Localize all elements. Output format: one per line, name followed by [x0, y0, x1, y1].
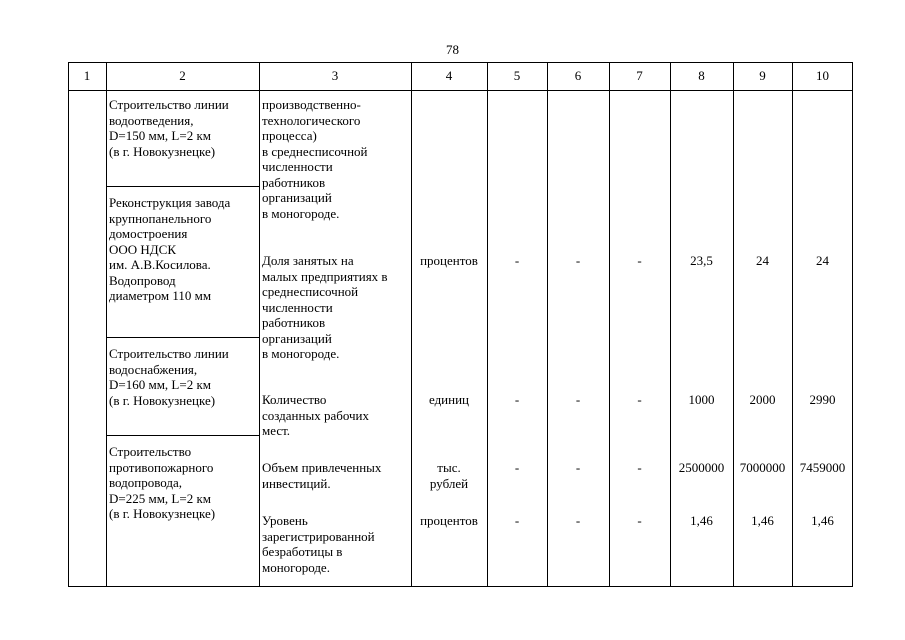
object-cell: диаметром 110 мм — [109, 288, 212, 303]
grid-vline — [852, 62, 853, 587]
value-cell: 1,46 — [690, 513, 713, 528]
object-cell: водоснабжения, — [109, 361, 198, 377]
indicator-name: малых предприятиях в — [262, 268, 388, 284]
indicator-name: Количество — [262, 392, 327, 407]
object-cell: (в г. Новокузнецке) — [109, 143, 216, 159]
value-cell: 1,46 — [751, 513, 774, 528]
indicator-continuation: организаций — [262, 190, 332, 205]
value-cell: - — [637, 253, 642, 268]
value-cell: - — [514, 253, 520, 268]
value-cell: - — [514, 513, 520, 528]
object-cell: (в г. Новокузнецке) — [109, 392, 216, 408]
object-cell: водопровода, — [109, 475, 183, 490]
value-cell: 1000 — [688, 392, 715, 407]
object-divider — [106, 337, 259, 338]
column-header-3: 3 — [331, 68, 339, 83]
value-cell: - — [637, 460, 642, 475]
grid-hline — [68, 90, 853, 91]
indicator-name: инвестиций. — [262, 475, 331, 491]
value-cell: - — [575, 460, 581, 475]
indicator-name: работников — [262, 315, 326, 330]
object-cell: водоотведения, — [109, 112, 194, 128]
grid-vline — [733, 62, 734, 587]
indicator-continuation: производственно- — [262, 97, 361, 112]
page-number: 78 — [446, 42, 459, 57]
value-cell: 7000000 — [739, 460, 786, 475]
data-table — [68, 62, 853, 587]
column-header-4: 4 — [445, 68, 453, 83]
grid-hline — [68, 586, 853, 587]
object-divider — [106, 186, 259, 187]
object-cell: Строительство линии — [109, 97, 229, 112]
column-header-8: 8 — [698, 68, 705, 83]
value-cell: 7459000 — [799, 460, 846, 475]
indicator-continuation: процесса) — [262, 128, 317, 143]
indicator-continuation: в среднесписочной — [262, 143, 368, 159]
indicator-name: моногороде. — [262, 559, 330, 575]
value-cell: 2000 — [749, 392, 776, 407]
indicator-continuation: работников — [262, 174, 326, 190]
unit-cell: тыс. — [437, 460, 461, 475]
indicator-continuation: технологического — [262, 112, 361, 128]
column-header-5: 5 — [513, 68, 521, 83]
object-cell: Реконструкция завода — [109, 195, 231, 210]
unit-cell: процентов — [420, 253, 478, 268]
value-cell: - — [514, 392, 520, 407]
value-cell: 2500000 — [678, 460, 725, 475]
grid-vline — [259, 62, 260, 587]
indicator-name: мест. — [262, 423, 291, 438]
indicator-name: численности — [262, 299, 333, 315]
value-cell: - — [514, 460, 520, 475]
grid-vline — [609, 62, 610, 587]
column-header-2: 2 — [179, 68, 186, 83]
value-cell: - — [637, 513, 642, 528]
object-cell: домостроения — [109, 226, 188, 241]
object-cell: противопожарного — [109, 459, 214, 475]
object-cell: D=225 мм, L=2 км — [109, 490, 211, 506]
object-divider — [106, 435, 259, 436]
object-cell: Строительство линии — [109, 346, 229, 361]
indicator-name: в моногороде. — [262, 346, 340, 361]
value-cell: 24 — [816, 253, 829, 268]
column-header-7: 7 — [636, 68, 643, 83]
value-cell: - — [637, 392, 642, 407]
column-header-1: 1 — [83, 68, 91, 83]
value-cell: - — [575, 513, 581, 528]
column-header-6: 6 — [574, 68, 582, 83]
value-cell: - — [575, 392, 581, 407]
indicator-name: Уровень — [262, 513, 308, 528]
indicator-continuation: численности — [262, 159, 333, 174]
grid-vline — [68, 62, 69, 587]
object-cell: (в г. Новокузнецке) — [109, 506, 216, 521]
object-cell: D=150 мм, L=2 км — [109, 128, 211, 143]
grid-vline — [670, 62, 671, 587]
unit-cell: единиц — [428, 392, 470, 407]
object-cell: крупнопанельного — [109, 210, 212, 226]
indicator-name: среднесписочной — [262, 284, 359, 299]
grid-vline — [792, 62, 793, 587]
indicator-name: Объем привлеченных — [262, 460, 382, 475]
grid-vline — [547, 62, 548, 587]
column-header-10: 10 — [816, 68, 829, 83]
indicator-name: организаций — [262, 330, 332, 346]
value-cell: 2990 — [809, 392, 836, 407]
grid-vline — [106, 62, 107, 587]
indicator-name: Доля занятых на — [262, 253, 354, 268]
unit-cell: процентов — [420, 513, 478, 528]
object-cell: им. А.В.Косилова. — [109, 257, 211, 272]
indicator-continuation: в моногороде. — [262, 205, 340, 221]
value-cell: 1,46 — [811, 513, 834, 528]
object-cell: Водопровод — [109, 272, 176, 288]
indicator-name: созданных рабочих — [262, 407, 369, 423]
object-cell: ООО НДСК — [109, 241, 177, 257]
indicator-name: зарегистрированной — [262, 528, 375, 544]
object-cell: D=160 мм, L=2 км — [109, 377, 211, 392]
value-cell: - — [575, 253, 581, 268]
object-cell: Строительство — [109, 444, 192, 459]
grid-vline — [487, 62, 488, 587]
value-cell: 24 — [756, 253, 769, 268]
value-cell: 23,5 — [690, 253, 713, 268]
unit-cell: рублей — [429, 475, 469, 491]
column-header-9: 9 — [759, 68, 766, 83]
indicator-name: безработицы в — [262, 544, 343, 559]
